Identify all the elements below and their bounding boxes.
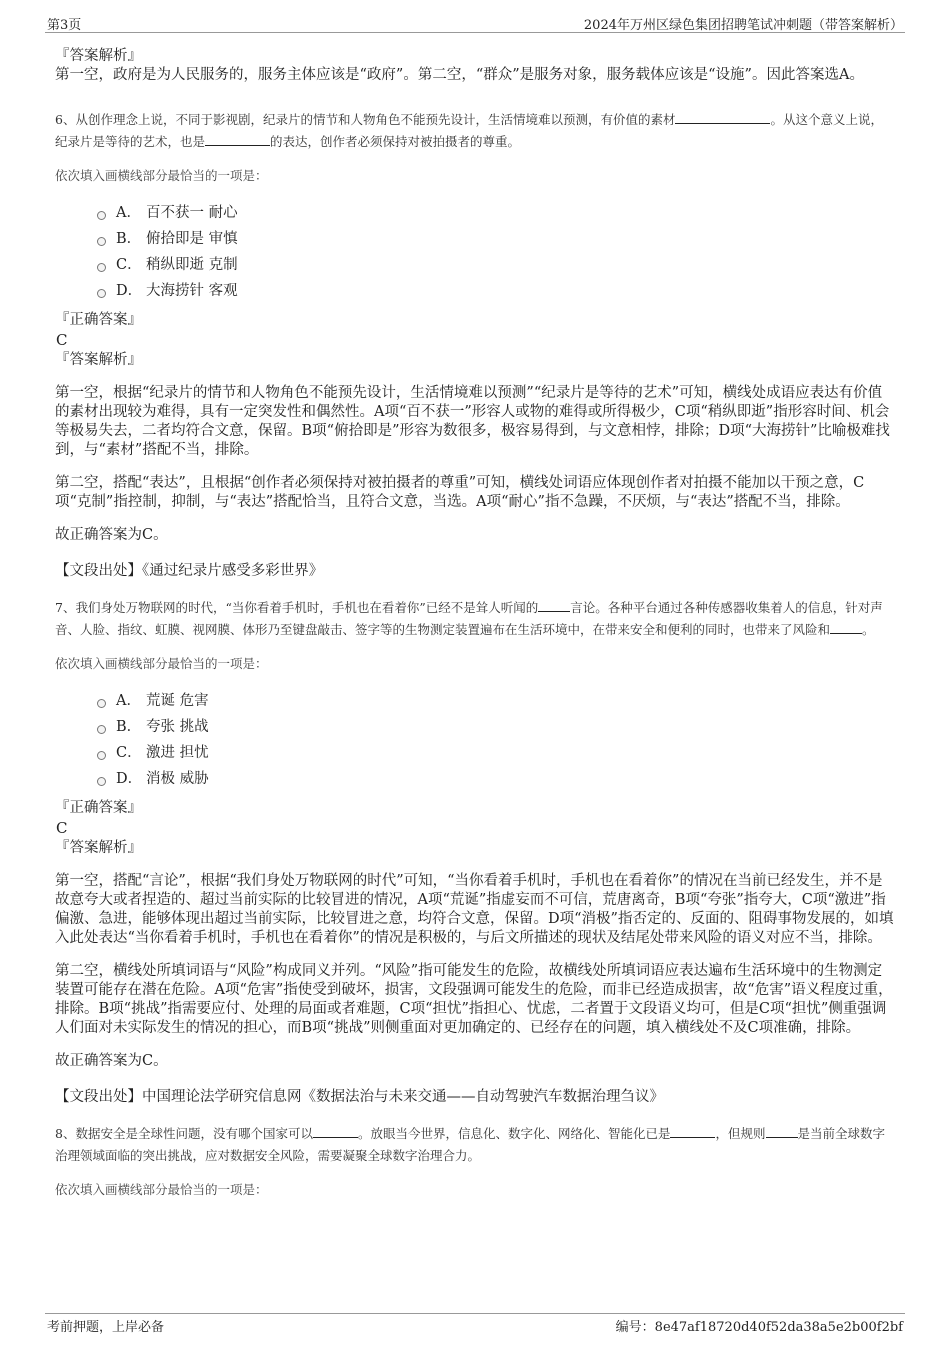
option-text: 激进 担忧 xyxy=(146,745,209,761)
document-body xyxy=(55,46,895,1200)
q7-answer: C xyxy=(56,819,68,837)
q8-blank-1 xyxy=(313,1125,358,1138)
q5-analysis-label: 『答案解析』 xyxy=(55,48,142,64)
document-title: 2024年万州区绿色集团招聘笔试冲刺题（带答案解析） xyxy=(583,18,903,33)
q6-analysis-label: 『答案解析』 xyxy=(55,352,142,368)
q7-stem-part3: 。 xyxy=(862,622,875,637)
q6-stem-part3: 的表达，创作者必须保持对被拍摄者的尊重。 xyxy=(270,134,521,149)
q6-stem-part2: 。从这个意义上说，纪录片是等待的艺术，也是 xyxy=(55,112,883,149)
option-text: 夸张 挑战 xyxy=(146,719,209,735)
q7-stem-part2: 言论。各种平台通过各种传感器收集着人的信息，针对声音、人脸、指纹、虹膜、视网膜、体形乃至键盘敲击、签字等的生物测定装置遍布在生活环境中，在带来安全和便利的同时，也带来了风险和 xyxy=(55,600,883,637)
q6-stem xyxy=(55,109,895,153)
option-letter: D． xyxy=(116,283,143,299)
radio-icon[interactable] xyxy=(97,725,106,734)
q8-stem-part1: 8、数据安全是全球性问题，没有哪个国家可以 xyxy=(55,1126,313,1141)
option-letter: C． xyxy=(116,257,142,273)
option-letter: B． xyxy=(116,719,142,735)
radio-icon[interactable] xyxy=(97,211,106,220)
option-letter: C． xyxy=(116,745,142,761)
q7-conclusion: 故正确答案为C。 xyxy=(55,1053,168,1069)
q7-hint: 依次填入画横线部分最恰当的一项是： xyxy=(55,656,268,671)
q8-hint: 依次填入画横线部分最恰当的一项是： xyxy=(55,1182,268,1197)
q6-conclusion: 故正确答案为C。 xyxy=(55,527,168,543)
radio-icon[interactable] xyxy=(97,289,106,298)
q8-stem xyxy=(55,1123,895,1167)
option-text: 大海捞针 客观 xyxy=(146,283,238,299)
footer-slogan: 考前押题，上岸必备 xyxy=(47,1320,165,1335)
q7-options xyxy=(97,688,895,792)
page-footer xyxy=(45,1313,905,1334)
q7-answer-label: 『正确答案』 xyxy=(55,800,142,816)
document-id: 编号：8e47af18720d40f52da38a5e2b00f2bf xyxy=(615,1320,903,1335)
q8-blank-2 xyxy=(670,1125,715,1138)
q6-hint: 依次填入画横线部分最恰当的一项是： xyxy=(55,168,268,183)
q6-options xyxy=(97,200,895,304)
q6-answer-label: 『正确答案』 xyxy=(55,312,142,328)
q6-analysis-para2: 第二空，搭配“表达”，且根据“创作者必须保持对被拍摄者的尊重”可知，横线处词语应体现创作者对拍摄不能加以干预之意，C项“克制”指控制，抑制，与“表达”搭配恰当，且符合文意，当选。A项“耐心”指不急躁，不厌烦，与“表达”搭配不当，排除。 xyxy=(55,475,865,510)
option-letter: D． xyxy=(116,771,143,787)
option-letter: A． xyxy=(116,205,141,221)
q8-stem-part4: 是当前全球数字治理领域面临的突出挑战，应对数据安全风险，需要凝聚全球数字治理合力。 xyxy=(55,1126,886,1163)
q6-answer: C xyxy=(56,331,68,349)
radio-icon[interactable] xyxy=(97,777,106,786)
q6-option-a[interactable] xyxy=(97,200,895,226)
radio-icon[interactable] xyxy=(97,751,106,760)
q7-option-d[interactable] xyxy=(97,766,895,792)
option-text: 荒诞 危害 xyxy=(146,693,209,709)
option-text: 消极 威胁 xyxy=(146,771,209,787)
q6-source: 【文段出处】《通过纪录片感受多彩世界》 xyxy=(55,563,324,579)
q7-blank-1 xyxy=(538,599,570,612)
q6-blank-1 xyxy=(675,111,770,124)
q7-stem xyxy=(55,597,895,641)
q6-analysis-para1: 第一空，根据“纪录片的情节和人物角色不能预先设计，生活情境难以预测”“纪录片是等待的艺术”可知，横线处成语应表达有价值的素材出现较为难得，具有一定突发性和偶然性。A项“百不获一”形容人或物的难得或所得极少，C项“稍纵即逝”指形容时间、机会等极易失去，二者均符合文意，保留。B项“俯拾即是”形容为数很多，极容易得到，与文意相悖，排除；D项“大海捞针”比喻极难找到，与“素材”搭配不当，排除。 xyxy=(55,385,890,458)
option-text: 稍纵即逝 克制 xyxy=(146,257,238,273)
option-letter: A． xyxy=(116,693,141,709)
q7-stem-part1: 7、我们身处万物联网的时代，“当你看着手机时，手机也在看着你”已经不是耸人听闻的 xyxy=(55,600,539,615)
q7-option-a[interactable] xyxy=(97,688,895,714)
page-number: 第3页 xyxy=(47,18,82,33)
q7-option-c[interactable] xyxy=(97,740,895,766)
q7-analysis-para1: 第一空，搭配“言论”，根据“我们身处万物联网的时代”可知，“当你看着手机时，手机也在看着你”的情况在当前已经发生，并不是故意夸大或者捏造的、超过当前实际的比较冒进的情况，A项“荒诞”指虚妄而不可信，荒唐离奇，B项“夸张”指夸大，C项“激进”指偏激、急进，能够体现出超过当前实际，比较冒进之意，均符合文意，保留。D项“消极”指否定的、反面的、阻碍事物发展的，如填入此处表达“当你看着手机时，手机也在看着你”的情况是积极的，与后文所描述的现状及结尾处带来风险的语义对应不当，排除。 xyxy=(55,873,894,946)
q7-analysis-para2: 第二空，横线处所填词语与“风险”构成同义并列。“风险”指可能发生的危险，故横线处所填词语应表达遍布生活环境中的生物测定装置可能存在潜在危险。A项“危害”指使受到破坏，损害，文段强调可能发生的危险，而非已经造成损害，故“危害”语义程度过重，排除。B项“挑战”指需要应付、处理的局面或者难题，C项“担忧”指担心、忧虑，二者置于文段语义均可，但是C项“担忧”侧重强调人们面对未实际发生的情况的担心，而B项“挑战”则侧重面对更加确定的、已经存在的问题，填入横线处不及C项准确，排除。 xyxy=(55,963,893,1036)
q7-option-b[interactable] xyxy=(97,714,895,740)
q6-option-c[interactable] xyxy=(97,252,895,278)
q7-analysis-label: 『答案解析』 xyxy=(55,840,142,856)
q6-option-b[interactable] xyxy=(97,226,895,252)
option-letter: B． xyxy=(116,231,142,247)
radio-icon[interactable] xyxy=(97,237,106,246)
option-text: 俯拾即是 审慎 xyxy=(146,231,238,247)
q7-source: 【文段出处】中国理论法学研究信息网《数据法治与未来交通——自动驾驶汽车数据治理刍议》 xyxy=(55,1089,664,1105)
q7-blank-2 xyxy=(830,621,862,634)
radio-icon[interactable] xyxy=(97,699,106,708)
radio-icon[interactable] xyxy=(97,263,106,272)
q8-stem-part3: ，但规则 xyxy=(715,1126,766,1141)
option-text: 百不获一 耐心 xyxy=(146,205,238,221)
q6-option-d[interactable] xyxy=(97,278,895,304)
q8-blank-3 xyxy=(766,1125,798,1138)
q6-blank-2 xyxy=(205,133,270,146)
q8-stem-part2: 。放眼当今世界，信息化、数字化、网络化、智能化已是 xyxy=(357,1126,671,1141)
q6-stem-part1: 6、从创作理念上说，不同于影视剧，纪录片的情节和人物角色不能预先设计，生活情境难以预测，有价值的素材 xyxy=(55,112,676,127)
q5-analysis-text: 第一空，政府是为人民服务的，服务主体应该是“政府”。第二空，“群众”是服务对象，服务载体应该是“设施”。因此答案选A。 xyxy=(55,67,864,83)
page-header xyxy=(45,12,905,33)
